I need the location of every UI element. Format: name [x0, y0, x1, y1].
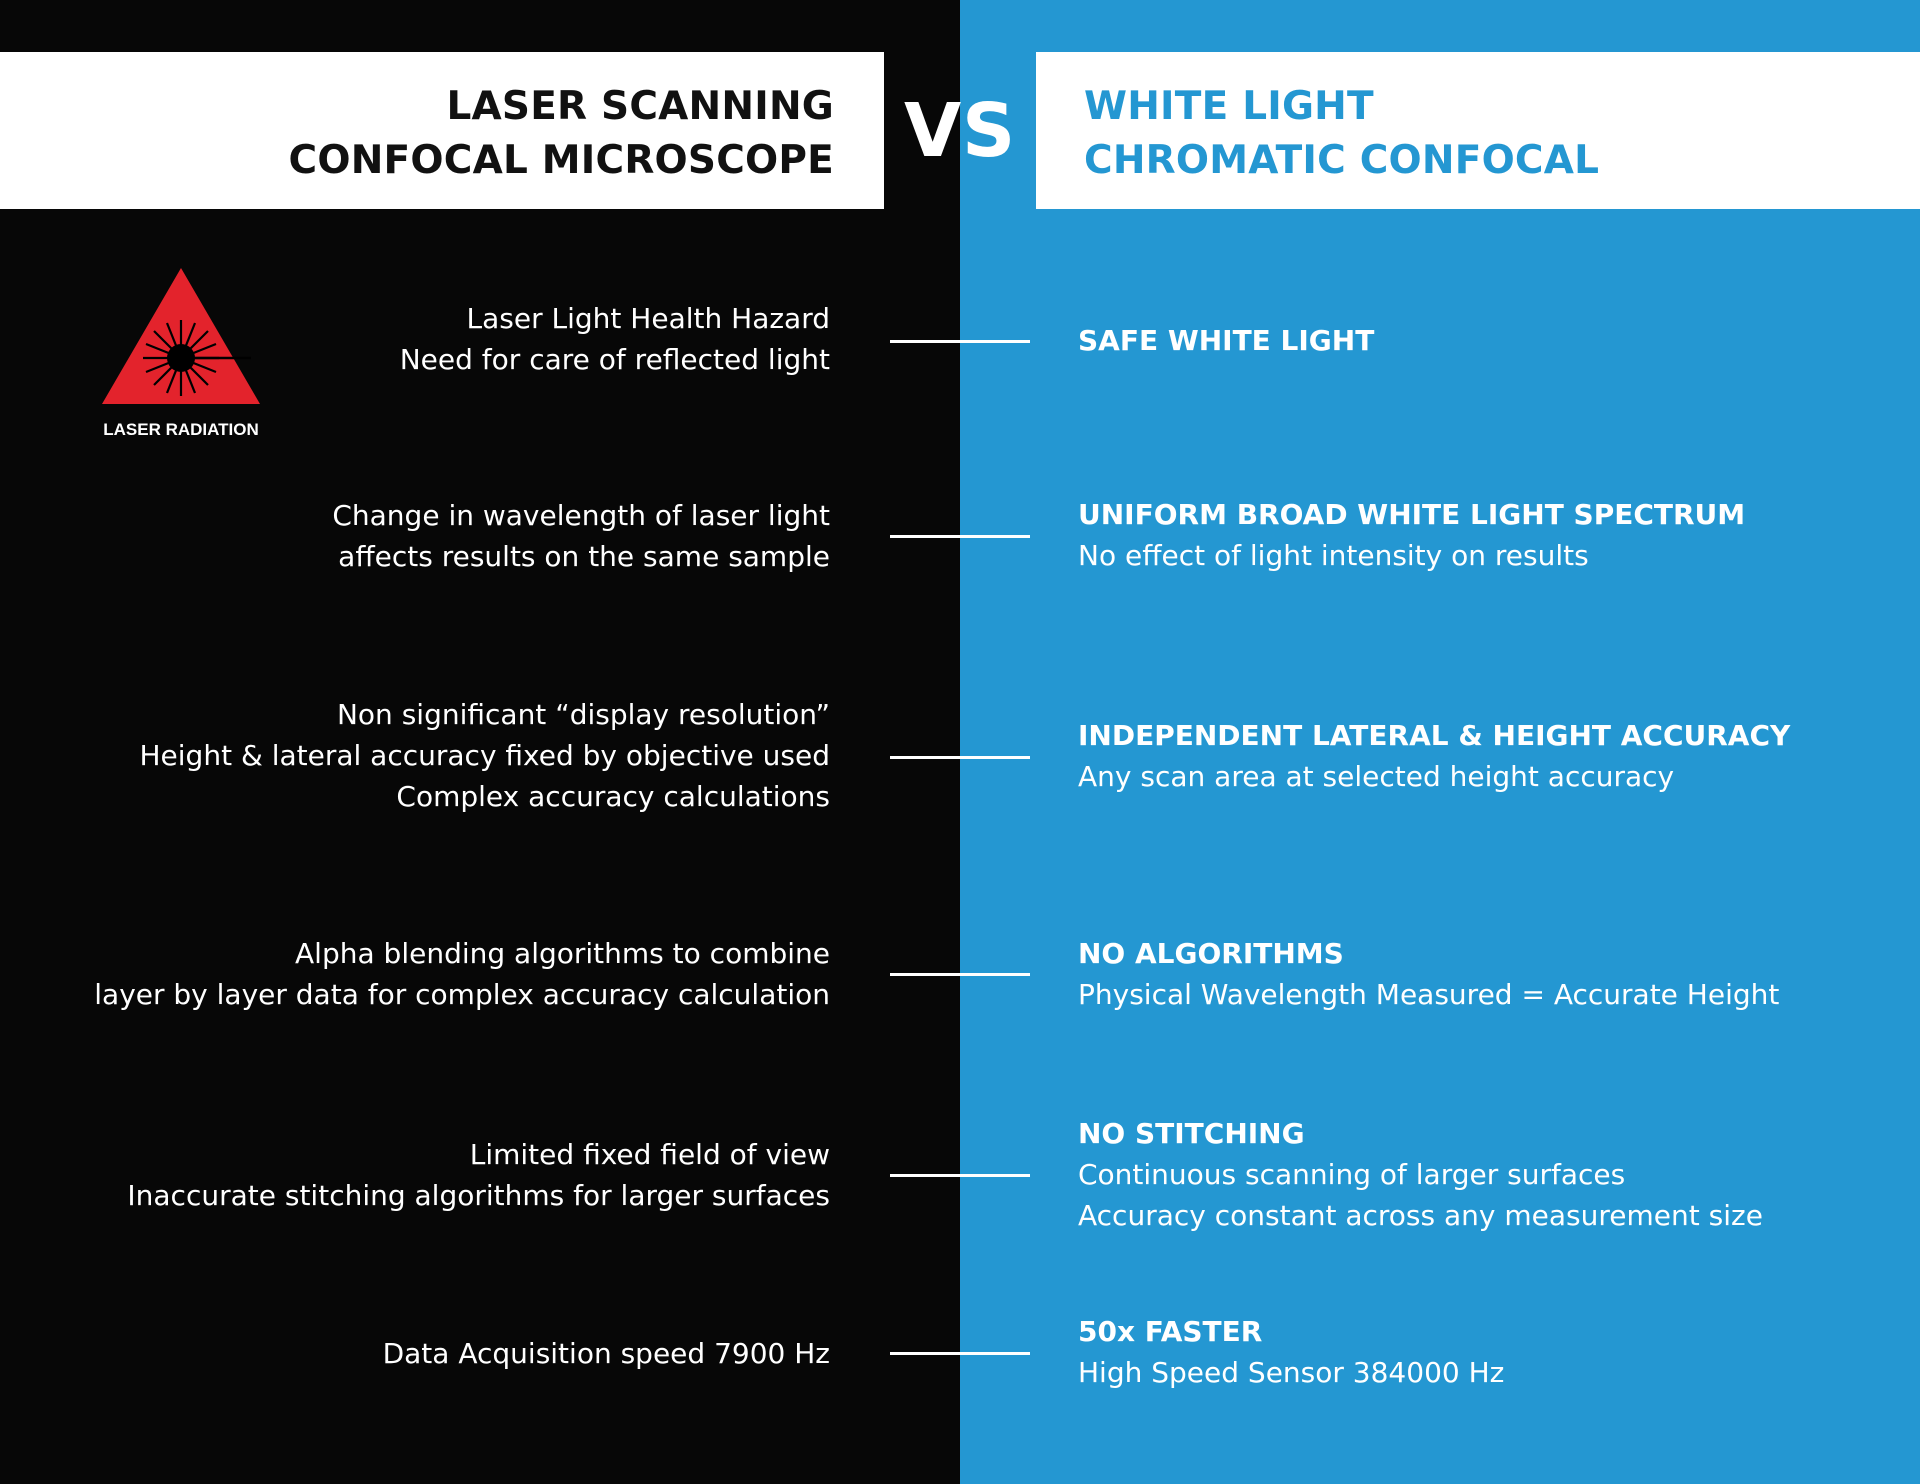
left-title-line: CONFOCAL MICROSCOPE: [288, 138, 834, 183]
left-item-3: [140, 694, 831, 817]
connector-right: [960, 1174, 1030, 1177]
connector-left: [890, 340, 960, 343]
right-item-line: High Speed Sensor 384000 Hz: [1078, 1356, 1505, 1389]
left-item-line: Alpha blending algorithms to combine: [295, 937, 830, 970]
right-item-line: Any scan area at selected height accuracy: [1078, 760, 1675, 793]
right-item-title: 50x FASTER: [1078, 1315, 1263, 1348]
left-title-line: LASER SCANNING: [446, 84, 834, 129]
left-item-line: Laser Light Health Hazard: [466, 302, 830, 335]
left-item-5: [127, 1134, 830, 1216]
right-item-line: Continuous scanning of larger surfaces: [1078, 1158, 1626, 1191]
connector-left: [890, 535, 960, 538]
connector-left: [890, 973, 960, 976]
right-item-title: NO STITCHING: [1078, 1117, 1305, 1150]
left-item-line: Data Acquisition speed 7900 Hz: [382, 1337, 830, 1370]
right-item-3: [1078, 715, 1790, 797]
right-item-line: Accuracy constant across any measurement size: [1078, 1199, 1763, 1232]
right-item-line: Physical Wavelength Measured = Accurate Height: [1078, 978, 1780, 1011]
left-item-line: Need for care of reflected light: [399, 343, 830, 376]
left-item-line: Inaccurate stitching algorithms for larger surfaces: [127, 1179, 830, 1212]
left-item-line: Non significant “display resolution”: [336, 698, 830, 731]
connector-right: [960, 535, 1030, 538]
left-item-6: [383, 1333, 830, 1374]
connector-right: [960, 1352, 1030, 1355]
right-item-1: [1078, 320, 1374, 361]
right-item-2: [1078, 494, 1745, 576]
left-item-line: Change in wavelength of laser light: [332, 499, 830, 532]
right-header: [1036, 52, 1920, 209]
right-item-title: SAFE WHITE LIGHT: [1078, 324, 1375, 357]
connector-left: [890, 1174, 960, 1177]
right-header-title: [1084, 80, 1599, 188]
vs-label-v: V: [904, 88, 962, 174]
right-item-line: No effect of light intensity on results: [1078, 539, 1589, 572]
connector-right: [960, 973, 1030, 976]
right-title-line: CHROMATIC CONFOCAL: [1084, 138, 1600, 183]
left-header-title: [289, 80, 834, 188]
left-item-line: Height & lateral accuracy fixed by objective used: [139, 739, 830, 772]
right-item-title: INDEPENDENT LATERAL & HEIGHT ACCURACY: [1078, 719, 1791, 752]
left-item-line: affects results on the same sample: [338, 540, 830, 573]
vs-label-s: S: [962, 88, 1016, 174]
left-item-2: [332, 495, 830, 577]
left-item-line: layer by layer data for complex accuracy calculation: [94, 978, 830, 1011]
connector-left: [890, 1352, 960, 1355]
connector-right: [960, 340, 1030, 343]
right-title-line: WHITE LIGHT: [1084, 84, 1374, 129]
laser-hazard-icon: [100, 266, 262, 406]
connector-right: [960, 756, 1030, 759]
right-item-5: [1078, 1113, 1763, 1236]
right-item-4: [1078, 933, 1779, 1015]
left-header: [0, 52, 884, 209]
right-item-6: [1078, 1311, 1504, 1393]
left-item-line: Complex accuracy calculations: [396, 780, 830, 813]
right-item-title: NO ALGORITHMS: [1078, 937, 1344, 970]
laser-warning: [86, 266, 276, 446]
left-item-4: [94, 933, 830, 1015]
connector-left: [890, 756, 960, 759]
left-item-line: Limited fixed field of view: [469, 1138, 830, 1171]
right-item-title: UNIFORM BROAD WHITE LIGHT SPECTRUM: [1078, 498, 1746, 531]
left-item-1: [400, 298, 830, 380]
laser-radiation-label: LASER RADIATION: [103, 420, 259, 439]
